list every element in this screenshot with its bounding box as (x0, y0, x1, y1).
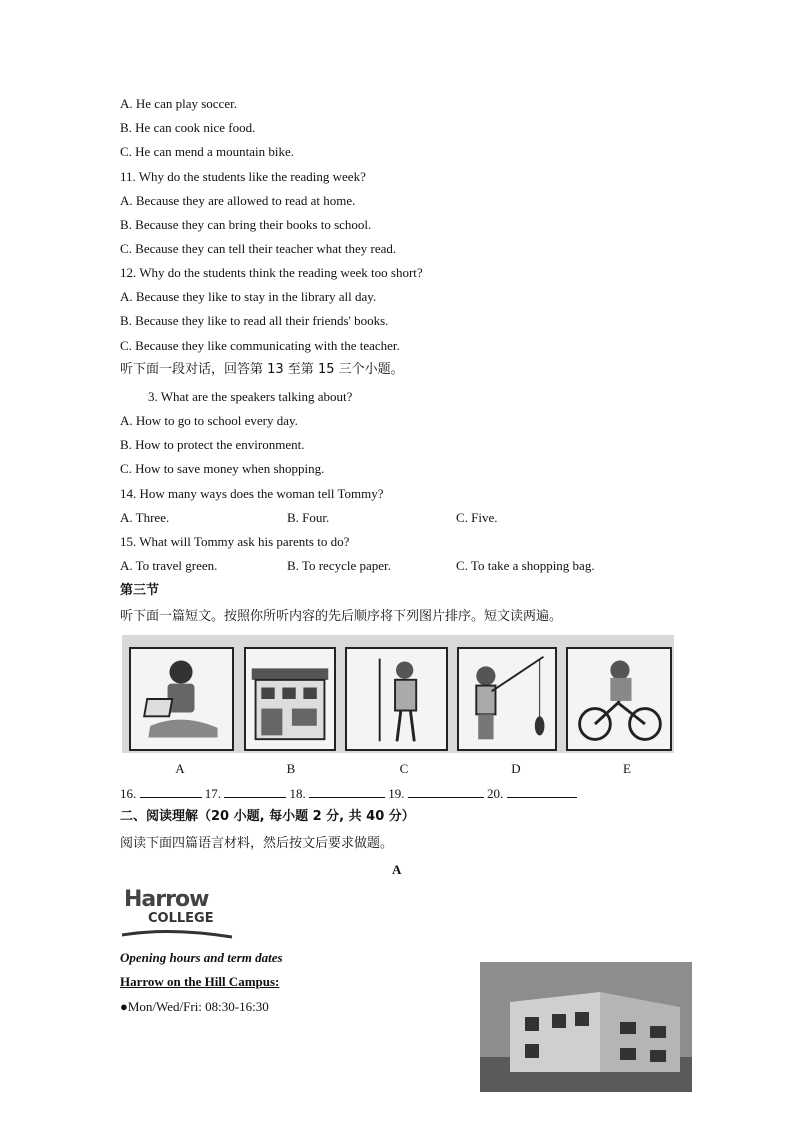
blank-label-20: 20. (487, 786, 504, 801)
picture-label-c: C (399, 761, 409, 776)
passage-label: A (392, 862, 402, 877)
q13-option-c: C. How to save money when shopping. (120, 461, 325, 476)
logo-text-harrow: Harrow (124, 887, 209, 912)
blank-20[interactable] (507, 785, 577, 798)
picture-a-boy-with-laptop (129, 647, 234, 751)
q15-option-a: A. To travel green. (120, 558, 218, 573)
logo-text-college: COLLEGE (148, 911, 214, 926)
q12-option-b: B. Because they like to read all their friends' books. (120, 313, 389, 328)
picture-c-man-with-tool (345, 647, 448, 751)
q12-option-a: A. Because they like to stay in the library all day. (120, 289, 377, 304)
section3-heading: 第三节 (120, 583, 160, 598)
hours-item-text: Mon/Wed/Fri: 08:30-16:30 (127, 999, 269, 1014)
q14-option-b: B. Four. (287, 510, 330, 525)
campus-building-photo (480, 962, 692, 1092)
bullet-icon: ● (120, 999, 128, 1014)
harrow-college-logo (120, 885, 235, 940)
opening-hours-heading: Opening hours and term dates (120, 950, 283, 965)
dialogue-instruction: 听下面一段对话，回答第 13 至第 15 三个小题。 (120, 362, 404, 377)
q14-option-a: A. Three. (120, 510, 170, 525)
q15-option-b: B. To recycle paper. (287, 558, 391, 573)
campus-heading: Harrow on the Hill Campus: (120, 974, 280, 989)
q10-option-c: C. He can mend a mountain bike. (120, 144, 295, 159)
q13-option-a: A. How to go to school every day. (120, 413, 298, 428)
q14-option-c: C. Five. (456, 510, 498, 525)
q12-option-c: C. Because they like communicating with the teacher. (120, 338, 400, 353)
blank-19[interactable] (408, 785, 484, 798)
answer-blanks-row (120, 785, 577, 802)
blank-label-18: 18. (289, 786, 306, 801)
blank-17[interactable] (224, 785, 286, 798)
picture-b-building (244, 647, 336, 751)
q11-question: 11. Why do the students like the reading week? (120, 169, 366, 184)
q11-option-a: A. Because they are allowed to read at home. (120, 193, 356, 208)
q13-question: 3. What are the speakers talking about? (148, 389, 353, 404)
q12-question: 12. Why do the students think the reading week too short? (120, 265, 423, 280)
section3-instruction: 听下面一篇短文。按照你所听内容的先后顺序将下列图片排序。短文读两遍。 (120, 609, 563, 624)
picture-e-cyclist (566, 647, 672, 751)
q11-option-c: C. Because they can tell their teacher what they read. (120, 241, 397, 256)
blank-18[interactable] (309, 785, 385, 798)
q15-question: 15. What will Tommy ask his parents to do? (120, 534, 350, 549)
blank-label-16: 16. (120, 786, 137, 801)
q14-question: 14. How many ways does the woman tell Tommy? (120, 486, 384, 501)
part2-instruction: 阅读下面四篇语言材料，然后按文后要求做题。 (120, 836, 394, 851)
blank-label-17: 17. (204, 786, 221, 801)
picture-label-e: E (623, 761, 631, 776)
picture-label-b: B (286, 761, 296, 776)
blank-16[interactable] (140, 785, 202, 798)
picture-d-boy-fishing (457, 647, 557, 751)
q13-option-b: B. How to protect the environment. (120, 437, 305, 452)
q11-option-b: B. Because they can bring their books to school. (120, 217, 372, 232)
part2-heading: 二、阅读理解（20 小题, 每小题 2 分, 共 40 分） (120, 809, 415, 824)
hours-item (120, 999, 269, 1015)
blank-label-19: 19. (388, 786, 405, 801)
picture-label-d: D (511, 761, 521, 776)
picture-label-a: A (175, 761, 185, 776)
q10-option-b: B. He can cook nice food. (120, 120, 256, 135)
q10-option-a: A. He can play soccer. (120, 96, 237, 111)
q15-option-c: C. To take a shopping bag. (456, 558, 595, 573)
